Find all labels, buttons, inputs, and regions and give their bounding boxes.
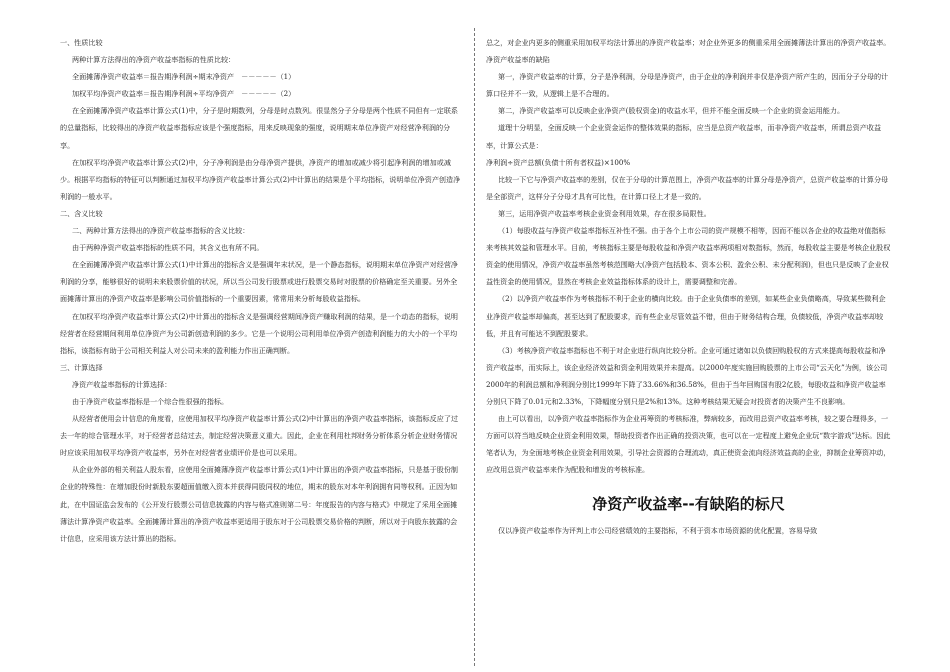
left-paragraph: 在全面摊薄净资产收益率计算公式(1)中计算出的指标含义是强调年末状况，是一个静态指标，说明期末单位净资产对经营净利润的分享，能够很好的说明未来股票价值的状况，所以当公司发行股票或进行股票交易时对股票的价格确定至关重要。另外全面摊薄计算出的净资产收益率是影响公司价值指标的一个重要因素，常常用来分析每股收益指标。 bbox=[60, 260, 459, 304]
right-paragraph: 总之，对企业内更多的侧重采用加权平均法计算出的净资产收益率；对企业外更多的侧重采用全面摊薄法计算出的净资产收益率。 bbox=[486, 38, 891, 47]
right-paragraph: 由上可以看出，以净资产收益率指标作为企业再筹资的考核标准，弊病较多，而改用总资产收益率考核，较之要合理得多，一方面可以符当地反映企业资金利用效果，帮助投资者作出正确的投资决策，也可以在一定程度上避免企业玩“数字游戏”达标。因此笔者认为，为全面地考核企业资金利用效果，引导社会资源的合理流动，真正使资金流向经济效益高的企业，抑制企业筹资冲动，应改用总资产收益率来作为配股和增发的考核标准。 bbox=[486, 414, 891, 475]
left-paragraph: 在加权平均净资产收益率计算公式(2)中，分子净利润是由分母净资产提供，净资产的增加或减少将引起净利润的增加或减少。根据平均指标的特征可以判断通过加权平均净资产收益率计算公式(2)中计算出的结果是个平均指标，说明单位净资产创造净利润的一般水平。 bbox=[60, 157, 461, 201]
left-paragraph: 二、两种计算方法得出的净资产收益率指标的含义比较： bbox=[72, 226, 250, 236]
left-column bbox=[60, 34, 462, 547]
right-paragraph: 第三，运用净资产收益率考核企业资金利用效果，存在很多局限性。 bbox=[498, 208, 711, 218]
left-paragraph: 在全面摊薄净资产收益率计算公式(1)中，分子是时期数列，分母是时点数列。很显然分子分母是两个性质不同但有一定联系的总量指标，比较得出的净资产收益率指标应该是个强度指标，用来反映现象的强度，说明期末单位净资产对经营净利润的分享。 bbox=[60, 106, 459, 150]
right-paragraph: 比较一下它与净资产收益率的差别，仅在于分母的计算范围上，净资产收益率的计算分母是净资产，总资产收益率的计算分母是全部资产，这样分子分母才具有可比性，在计算口径上才是一致的。 bbox=[486, 174, 889, 201]
left-paragraph: 净资产收益率指标的计算选择： bbox=[72, 379, 172, 389]
left-paragraph: 全面摊薄净资产收益率＝报告期净利润÷期末净资产 －－－－－（1） bbox=[72, 72, 296, 82]
article-title: 净资产收益率--有缺陷的标尺 bbox=[592, 495, 785, 514]
left-paragraph: 两种计算方法得出的净资产收益率指标的性质比较： bbox=[72, 55, 236, 65]
right-paragraph: 道理十分明显，全面反映一个企业资金运作的整体效果的指标，应当是总资产收益率，而非净资产收益率，所谓总资产收益率，计算公式是： bbox=[486, 123, 882, 150]
right-paragraph: 净利润÷资产总额(负债十所有者权益)×100% bbox=[486, 157, 631, 167]
right-paragraph: 第二，净资产收益率可以反映企业净资产(股权资金)的收益水平，但并不能全面反映一个企业的资金运用能力。 bbox=[498, 106, 845, 116]
right-column bbox=[486, 34, 891, 540]
left-paragraph: 由于净资产收益率指标是一个综合性很强的指标。 bbox=[72, 396, 229, 406]
left-paragraph: 一、性质比较 bbox=[60, 38, 103, 47]
left-paragraph: 从经营者使用会计信息的角度看，应使用加权平均净资产收益率计算公式(2)中计算出的净资产收益率指标，该指标反应了过去一年的综合管理水平，对于经营者总结过去，制定经营决策意义重大。因此，企业在利用杜邦财务分析体系分析企业财务情况时应该采用加权平均净资产收益率，另外在对经营者业绩评价是也可以采用。 bbox=[60, 414, 459, 458]
right-paragraph: （3）考核净资产收益率指标也不利于对企业进行纵向比较分析。企业可通过诸如以负债回购股权的方式来提高每股收益和净资产收益率，而实际上，该企业经济效益和资金利用效果并未提高。以2000年度实施回购股票的上市公司“云天化”为例，该公司2000年的利润总额和净利润分别比1999年下降了33.66%和36.58%，但由于当年回购国有股2亿股，每股收益和净资产收益率分别只下降了0.01元和2.33%，下降幅度分别只是2%和13%。这种考核结果无疑会对投资者的决策产生不良影响。 bbox=[486, 345, 888, 406]
right-paragraph: 第一，净资产收益率的计算，分子是净利润，分母是净资产，由于企业的净利润并非仅是净资产所产生的，因而分子分母的计算口径并不一致，从逻辑上是不合理的。 bbox=[486, 72, 889, 99]
right-paragraph: 仅以净资产收益率作为评判上市公司经营绩效的主要指标，不利于资本市场资源的优化配置，容易导致 bbox=[498, 526, 818, 536]
left-paragraph: 三、计算选择 bbox=[60, 362, 103, 372]
left-paragraph: 从企业外部的相关利益人股东看，应使用全面摊薄净资产收益率计算公式(1)中计算出的净资产收益率指标，只是基于股份制企业的特殊性：在增加股份时新股东要超面值缴入资本并获得同股同权的地位，期末的股东对本年利润拥有同等权利。正因为如此，在中国证监会发布的《公开发行股票公司信息披露的内容与格式准则第二号：年度报告的内容与格式》中规定了采用全面摊薄法计算净资产收益率。全面摊薄计算出的净资产收益率更适用于股东对于公司股票交易价格的判断，所以对于向股东披露的会计信息，应采用该方法计算出的指标。 bbox=[60, 465, 459, 543]
right-paragraph: （2）以净资产收益率作为考核指标不利于企业的横向比较。由于企业负债率的差别，如某些企业负债略高，导致某些微利企业净资产收益率却偏高，甚至达到了配股要求，而有些企业尽管效益不错，但由于财务结构合理，负债较低，净资产收益率却较低，并且有可能达不到配股要求。 bbox=[486, 294, 886, 338]
right-paragraph: 净资产收益率的缺陷 bbox=[486, 55, 550, 65]
left-paragraph: 二、含义比较 bbox=[60, 208, 103, 218]
right-paragraph: （1）每股收益与净资产收益率指标互补性不强。由于各个上市公司的资产规模不相等，因而不能以各企业的收益绝对值指标来考核其效益和管理水平。目前，考核指标主要是每股收益和净资产收益率两项相对数指标，然而，每股收益主要是考核企业股权资金的使用情况，净资产收益率虽然考核范围略大(净资产包括股本、资本公积、盈余公积、未分配利润)，但也只是反映了企业权益性资金的使用情况，显然在考核企业效益指标体系的设计上，需要调整和完善。 bbox=[486, 226, 891, 287]
left-paragraph: 由于两种净资产收益率指标的性质不同，其含义也有所不同。 bbox=[72, 243, 264, 253]
left-paragraph: 加权平均净资产收益率＝报告期净利润÷平均净资产 －－－－－（2） bbox=[72, 89, 296, 99]
left-paragraph: 在加权平均净资产收益率计算公式(2)中计算出的指标含义是强调经营期间净资产赚取利润的结果，是一个动态的指标，说明经营者在经营期间利用单位净资产为公司新创造利润的多少。它是一个说明公司利用单位净资产创造利润能力的大小的一个平均指标，该指标有助于公司相关利益人对公司未来的盈利能力作出正确判断。 bbox=[60, 311, 459, 355]
column-divider bbox=[474, 28, 475, 666]
